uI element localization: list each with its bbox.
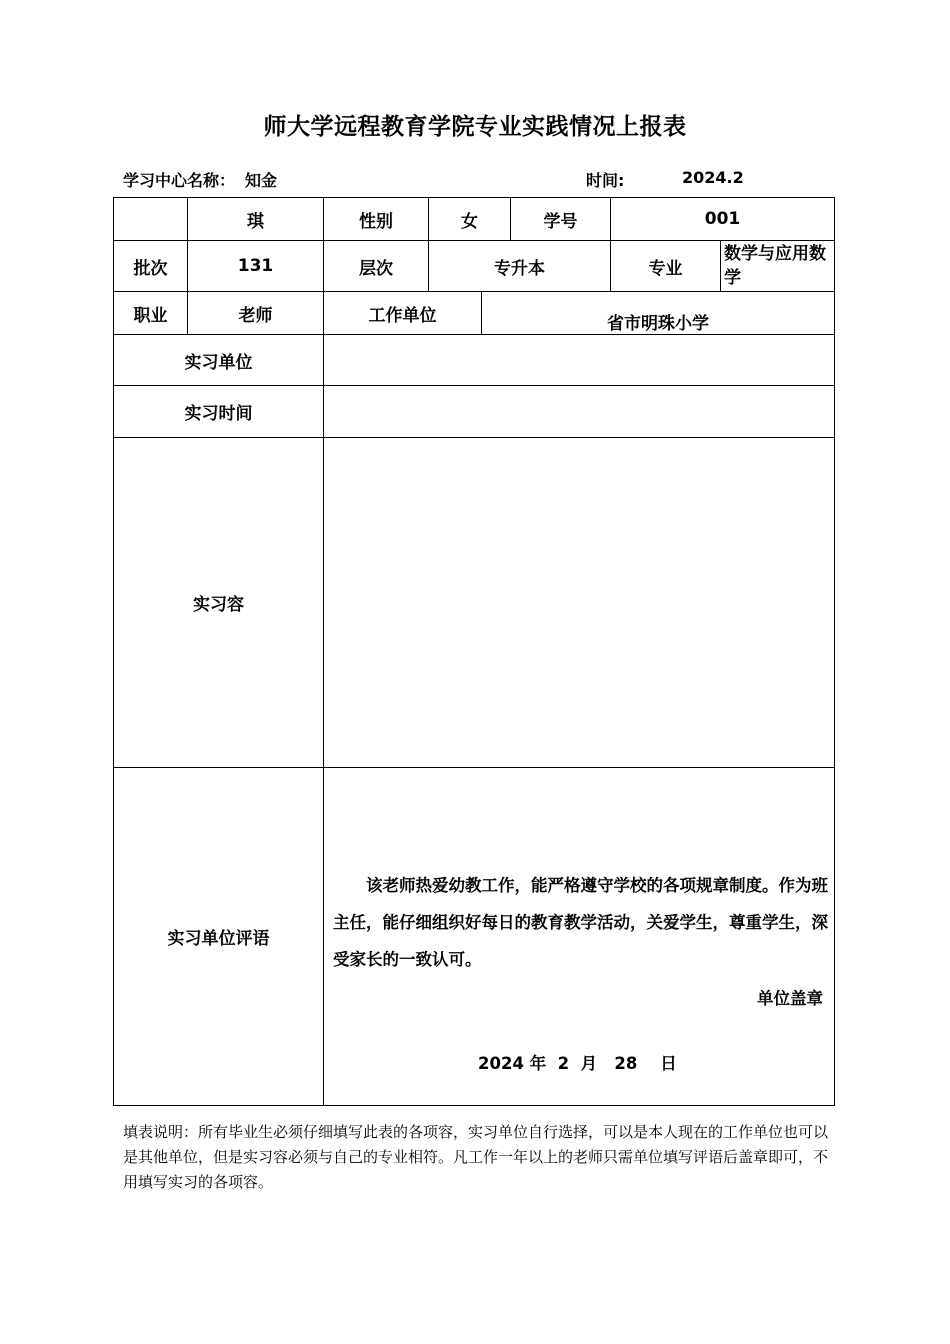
level-value: 专升本 [494, 258, 545, 279]
student-name: 琪 [247, 211, 264, 232]
evaluation-date: 2024 年 2 月 28 日 [478, 1054, 677, 1073]
internship-content-value [324, 438, 834, 767]
time-value: 2024.2 [682, 168, 744, 187]
gender-value: 女 [461, 211, 478, 232]
major-label: 专业 [648, 258, 683, 279]
evaluation-label: 实习单位评语 [167, 929, 270, 949]
unit-stamp-label: 单位盖章 [757, 989, 823, 1008]
major-value: 数学与应用数学 [724, 244, 826, 288]
evaluation-text: 该老师热爱幼教工作，能严格遵守学校的各项规章制度。作为班主任，能仔细组织好每日的教育教学活动，关爱学生，尊重学生，深受家长的一致认可。 [333, 876, 828, 969]
workplace-value: 省市明珠小学 [607, 313, 709, 334]
level-label: 层次 [359, 258, 393, 279]
batch-label: 批次 [133, 258, 168, 279]
learning-center-label: 学习中心名称： [123, 171, 236, 190]
gender-label: 性别 [359, 211, 393, 232]
page-title: 师大学远程教育学院专业实践情况上报表 [263, 114, 687, 140]
internship-unit-label: 实习单位 [184, 352, 253, 373]
internship-time-label: 实习时间 [184, 404, 253, 424]
workplace-label: 工作单位 [368, 305, 437, 326]
student-id-label: 学号 [543, 211, 578, 232]
student-id-value: 001 [704, 209, 741, 229]
internship-time-value [324, 386, 834, 437]
internship-content-label: 实习容 [193, 595, 244, 615]
fill-instructions: 填表说明：所有毕业生必须仔细填写此表的各项容，实习单位自行选择，可以是本人现在的工作单位也可以是其他单位，但是实习容必须与自己的专业相符。凡工作一年以上的老师只需单位填写评语后盖章即可，不用填写实习的各项容。 [123, 1123, 829, 1191]
learning-center-value: 知金 [245, 171, 278, 190]
batch-value: 131 [237, 256, 274, 276]
occupation-value: 老师 [238, 305, 273, 326]
internship-unit-value [324, 335, 834, 385]
occupation-label: 职业 [133, 305, 168, 326]
time-label: 时间: [586, 171, 625, 190]
